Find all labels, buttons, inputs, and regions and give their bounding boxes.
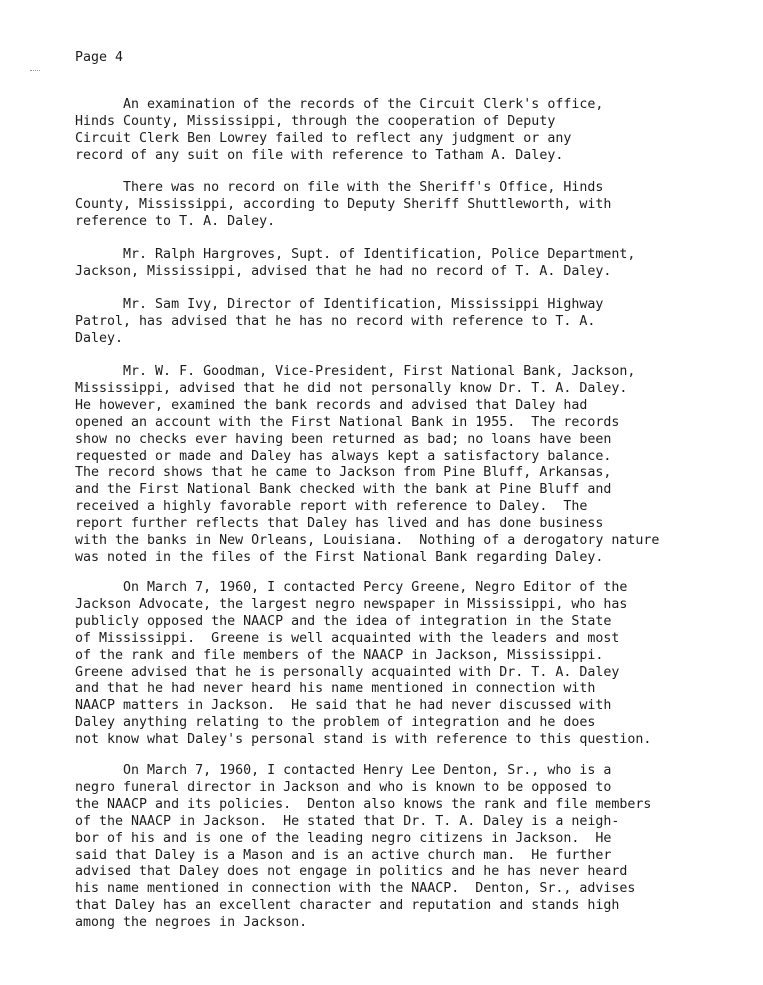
text-line: report further reflects that Daley has lived and has done business xyxy=(75,516,604,532)
text-line: record of any suit on file with reference to Tatham A. Daley. xyxy=(75,147,564,163)
text-line: not know what Daley's personal stand is with reference to this question. xyxy=(75,732,652,748)
paragraph-henry-lee-denton xyxy=(75,763,651,932)
text-line: Daley. xyxy=(75,330,124,346)
text-line: He however, examined the bank records and advised that Daley had xyxy=(75,397,588,413)
text-line: The record shows that he came to Jackson from Pine Bluff, Arkansas, xyxy=(75,465,612,481)
paragraph-first-national-bank xyxy=(75,364,659,567)
text-line: negro funeral director in Jackson and who is known to be opposed to xyxy=(75,779,612,795)
page-number: Page 4 xyxy=(75,50,124,65)
text-line: bor of his and is one of the leading negro citizens in Jackson. He xyxy=(75,830,612,846)
text-line: Hinds County, Mississippi, through the cooperation of Deputy xyxy=(75,113,556,129)
text-line: Mississippi, advised that he did not personally know Dr. T. A. Daley. xyxy=(75,380,628,396)
text-line: Jackson, Mississippi, advised that he had no record of T. A. Daley. xyxy=(75,263,612,279)
paragraph-percy-greene xyxy=(75,580,651,749)
scan-speck xyxy=(30,70,40,75)
text-line: and that he had never heard his name mentioned in connection with xyxy=(75,681,596,697)
text-line: Greene advised that he is personally acquainted with Dr. T. A. Daley xyxy=(75,664,620,680)
text-line: Patrol, has advised that he has no record with reference to T. A. xyxy=(75,313,596,329)
paragraph-sheriff-office xyxy=(75,180,611,231)
text-line: Mr. W. F. Goodman, Vice-President, First National Bank, Jackson, xyxy=(75,364,636,379)
text-line: with the banks in New Orleans, Louisiana. Nothing of a derogatory nature xyxy=(75,533,660,549)
text-line: Daley anything relating to the problem of integration and he does xyxy=(75,715,596,731)
text-line: among the negroes in Jackson. xyxy=(75,915,308,931)
text-line: County, Mississippi, according to Deputy Sheriff Shuttleworth, with xyxy=(75,196,612,212)
text-line: There was no record on file with the Sheriff's Office, Hinds xyxy=(75,180,604,195)
text-line: received a highly favorable report with reference to Daley. The xyxy=(75,499,588,515)
text-line: of the NAACP in Jackson. He stated that Dr. T. A. Daley is a neigh- xyxy=(75,813,620,829)
text-line: of the rank and file members of the NAACP in Jackson, Mississippi. xyxy=(75,647,604,663)
paragraph-highway-patrol xyxy=(75,297,603,348)
text-line: Jackson Advocate, the largest negro newspaper in Mississippi, who has xyxy=(75,596,628,612)
text-line: the NAACP and its policies. Denton also knows the rank and file members xyxy=(75,796,652,812)
text-line: advised that Daley does not engage in politics and he has never heard xyxy=(75,864,628,880)
text-line: publicly opposed the NAACP and the idea of integration in the State xyxy=(75,613,612,629)
text-line: An examination of the records of the Circuit Clerk's office, xyxy=(75,97,604,112)
text-line: reference to T. A. Daley. xyxy=(75,213,276,229)
text-line: of Mississippi. Greene is well acquainted with the leaders and most xyxy=(75,630,620,646)
text-line: said that Daley is a Mason and is an active church man. He further xyxy=(75,847,612,863)
text-line: opened an account with the First National Bank in 1955. The records xyxy=(75,414,620,430)
text-line: requested or made and Daley has always kept a satisfactory balance. xyxy=(75,448,612,464)
text-line: On March 7, 1960, I contacted Henry Lee Denton, Sr., who is a xyxy=(75,763,612,778)
text-line: his name mentioned in connection with the NAACP. Denton, Sr., advises xyxy=(75,881,636,897)
paragraph-police-department xyxy=(75,247,635,281)
text-line: NAACP matters in Jackson. He said that he had never discussed with xyxy=(75,698,612,714)
text-line: show no checks ever having been returned as bad; no loans have been xyxy=(75,431,612,447)
text-line: Circuit Clerk Ben Lowrey failed to reflect any judgment or any xyxy=(75,130,572,146)
text-line: Mr. Ralph Hargroves, Supt. of Identification, Police Department, xyxy=(75,247,636,262)
text-line: On March 7, 1960, I contacted Percy Greene, Negro Editor of the xyxy=(75,580,628,595)
paragraph-circuit-clerk xyxy=(75,97,603,165)
text-line: and the First National Bank checked with the bank at Pine Bluff and xyxy=(75,482,612,498)
text-line: was noted in the files of the First National Bank regarding Daley. xyxy=(75,549,604,565)
text-line: Mr. Sam Ivy, Director of Identification, Mississippi Highway xyxy=(75,297,604,312)
text-line: that Daley has an excellent character and reputation and stands high xyxy=(75,898,620,914)
